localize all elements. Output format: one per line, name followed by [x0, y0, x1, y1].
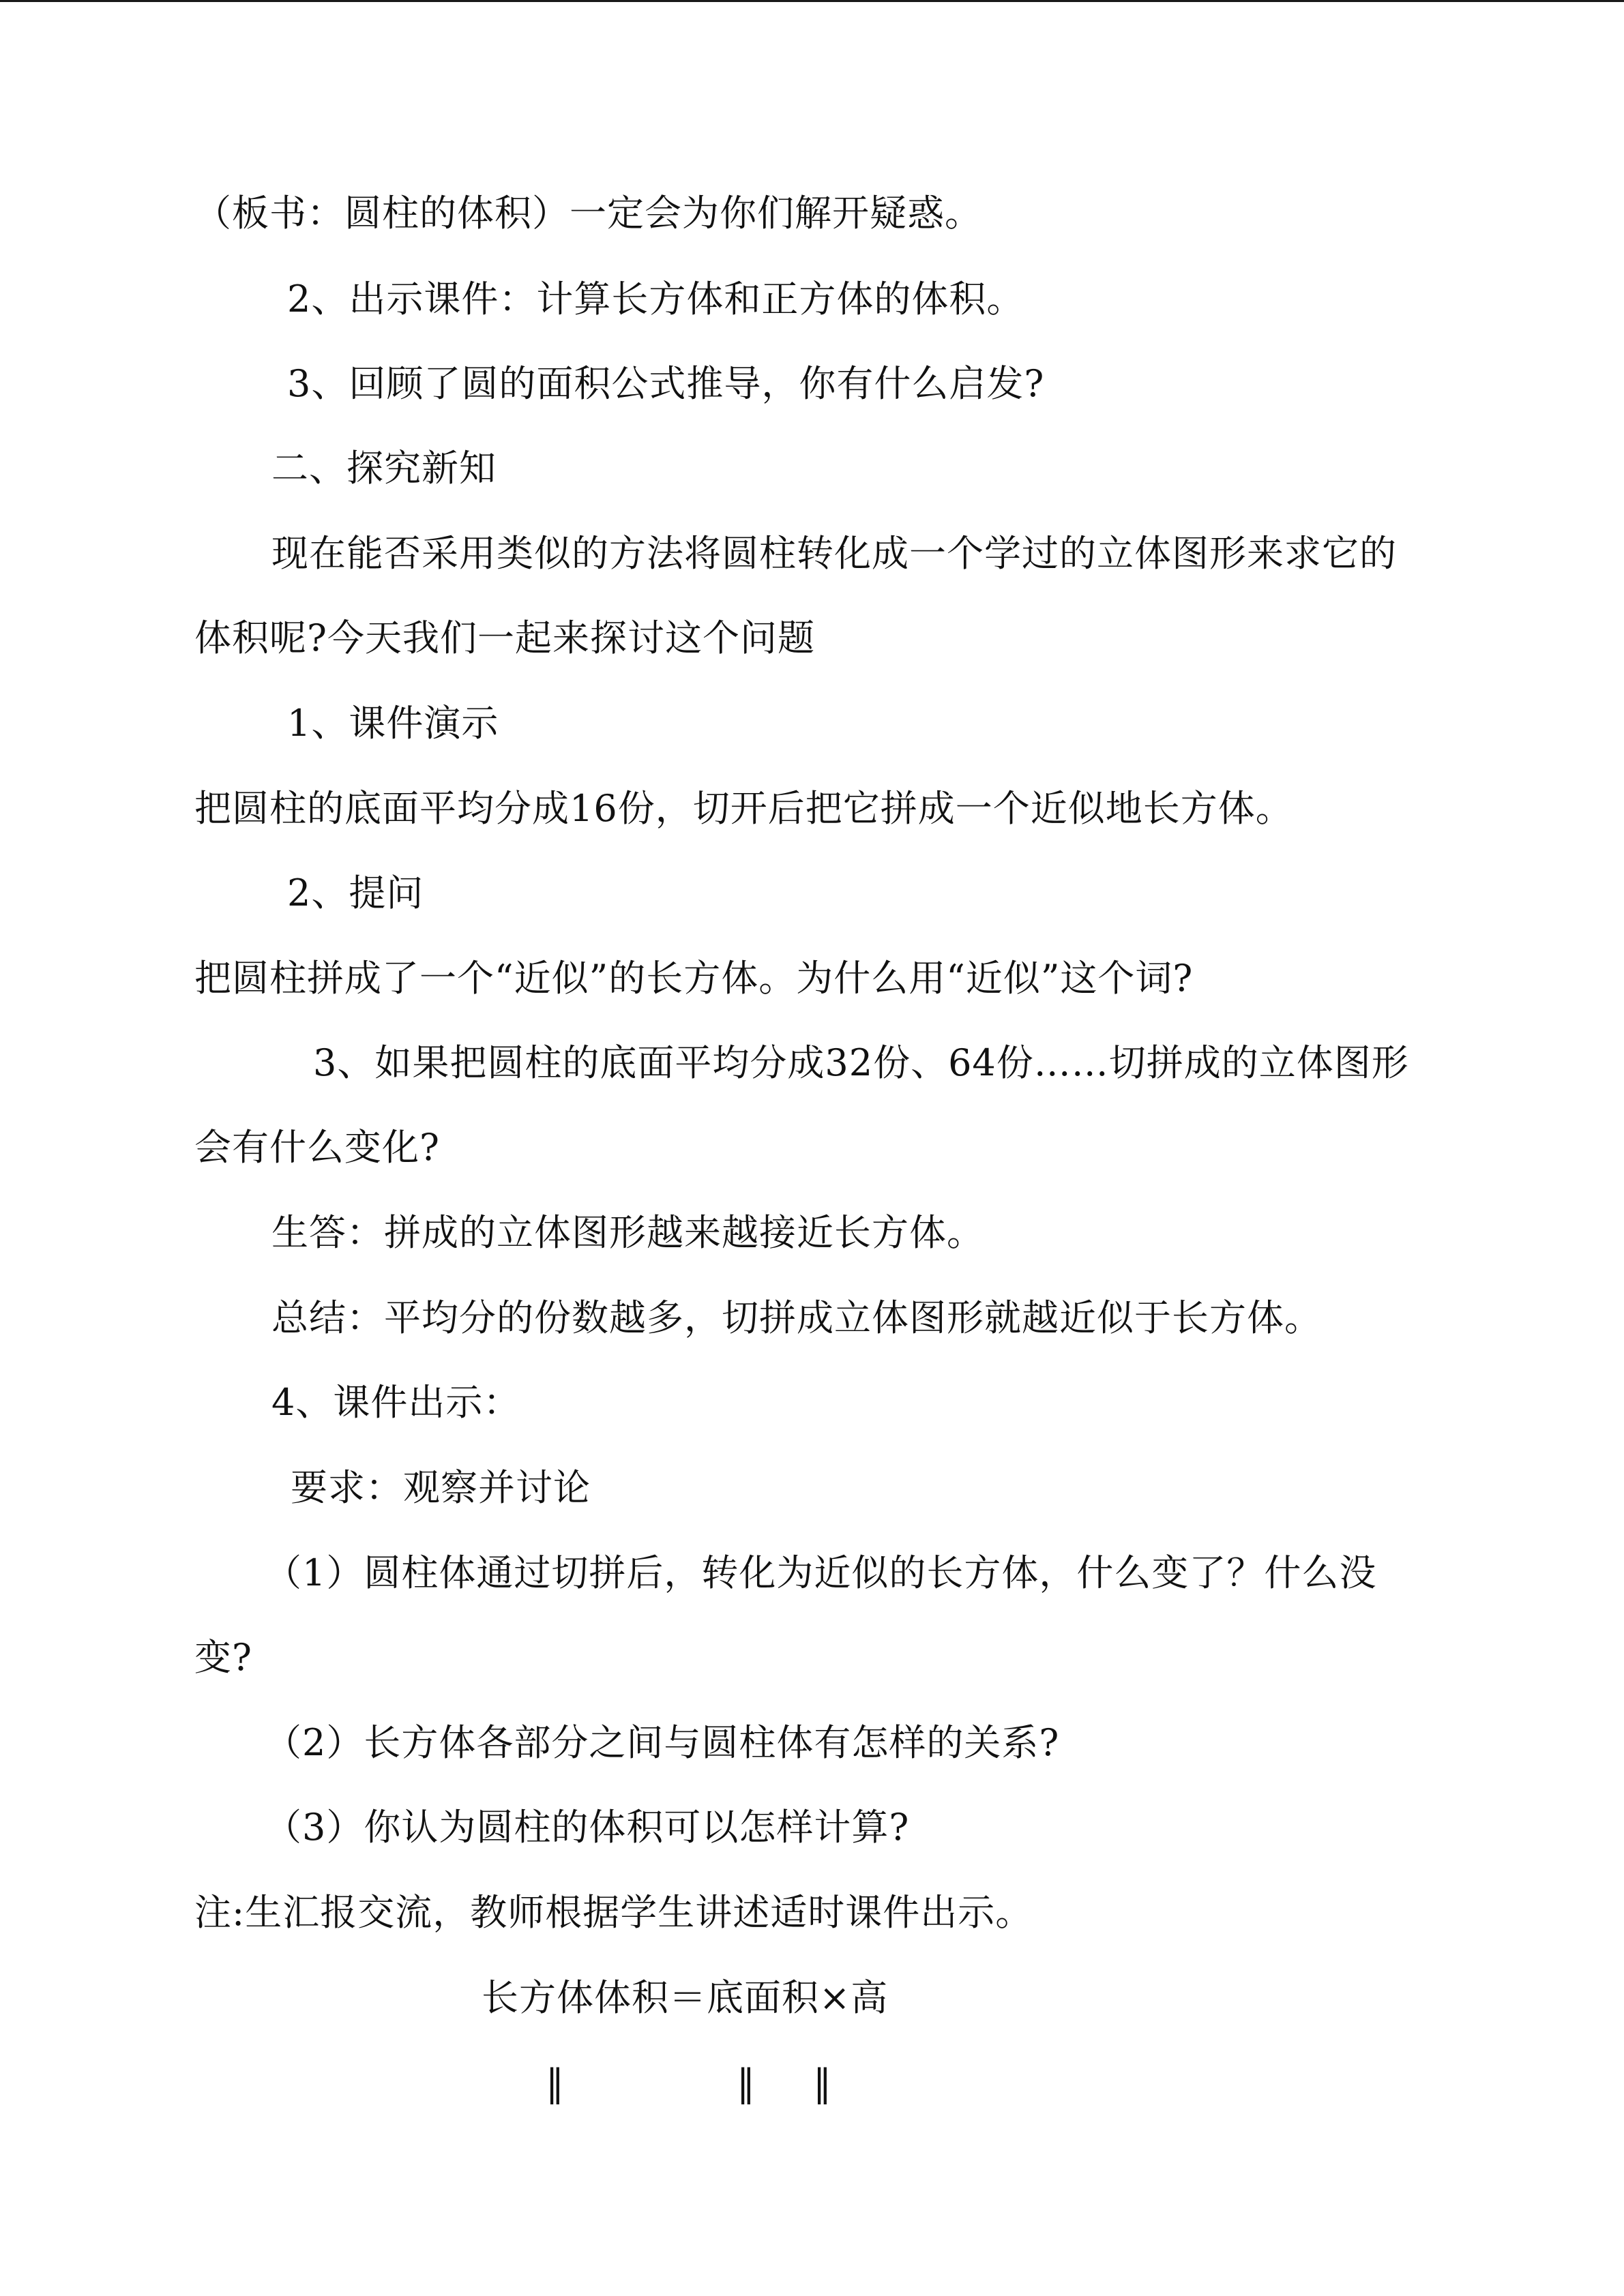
text-line-16: 要求：观察并讨论: [291, 1466, 591, 1509]
text-line-21: 注:生汇报交流，教师根据学生讲述适时课件出示。: [194, 1891, 1033, 1934]
text-line-1: （板书：圆柱的体积）一定会为你们解开疑惑。: [194, 192, 982, 235]
text-line-9: 2、提问: [287, 871, 424, 914]
text-line-7: 1、课件演示: [287, 702, 499, 745]
text-line-2: 2、出示课件：计算长方体和正方体的体积。: [287, 278, 1024, 320]
text-line-3: 3、回顾了圆的面积公式推导，你有什么启发?: [287, 362, 1045, 405]
text-line-10: 把圆柱拼成了一个“近似”的长方体。为什么用“近似”这个词?: [194, 957, 1194, 1000]
text-line-20: （3）你认为圆柱的体积可以怎样计算?: [265, 1806, 910, 1849]
text-line-12: 会有什么变化?: [194, 1126, 440, 1169]
text-line-8: 把圆柱的底面平均分成16份，切开后把它拼成一个近似地长方体。: [194, 787, 1293, 830]
equality-mark-2: ‖: [737, 2061, 756, 2104]
text-line-13: 生答：拼成的立体图形越来越接近长方体。: [271, 1211, 984, 1254]
text-line-19: （2）长方体各部分之间与圆柱体有怎样的关系?: [265, 1721, 1060, 1764]
text-line-18: 变?: [194, 1636, 252, 1679]
text-line-14: 总结：平均分的份数越多，切拼成立体图形就越近似于长方体。: [271, 1296, 1322, 1339]
text-line-15: 4、课件出示：: [271, 1381, 521, 1424]
formula-cuboid-volume: 长方体体积＝底面积×高: [482, 1976, 889, 2019]
text-line-5: 现在能否采用类似的方法将圆柱转化成一个学过的立体图形来求它的: [271, 532, 1397, 575]
text-line-17: （1）圆柱体通过切拼后，转化为近似的长方体，什么变了？什么没: [265, 1551, 1377, 1594]
equality-mark-3: ‖: [813, 2061, 832, 2104]
section-heading-explore: 二、探究新知: [271, 447, 497, 490]
text-line-6: 体积呢?今天我们一起来探讨这个问题: [194, 616, 815, 659]
text-line-11: 3、如果把圆柱的底面平均分成32份、64份……切拼成的立体图形: [313, 1041, 1409, 1084]
equality-mark-1: ‖: [546, 2061, 565, 2104]
